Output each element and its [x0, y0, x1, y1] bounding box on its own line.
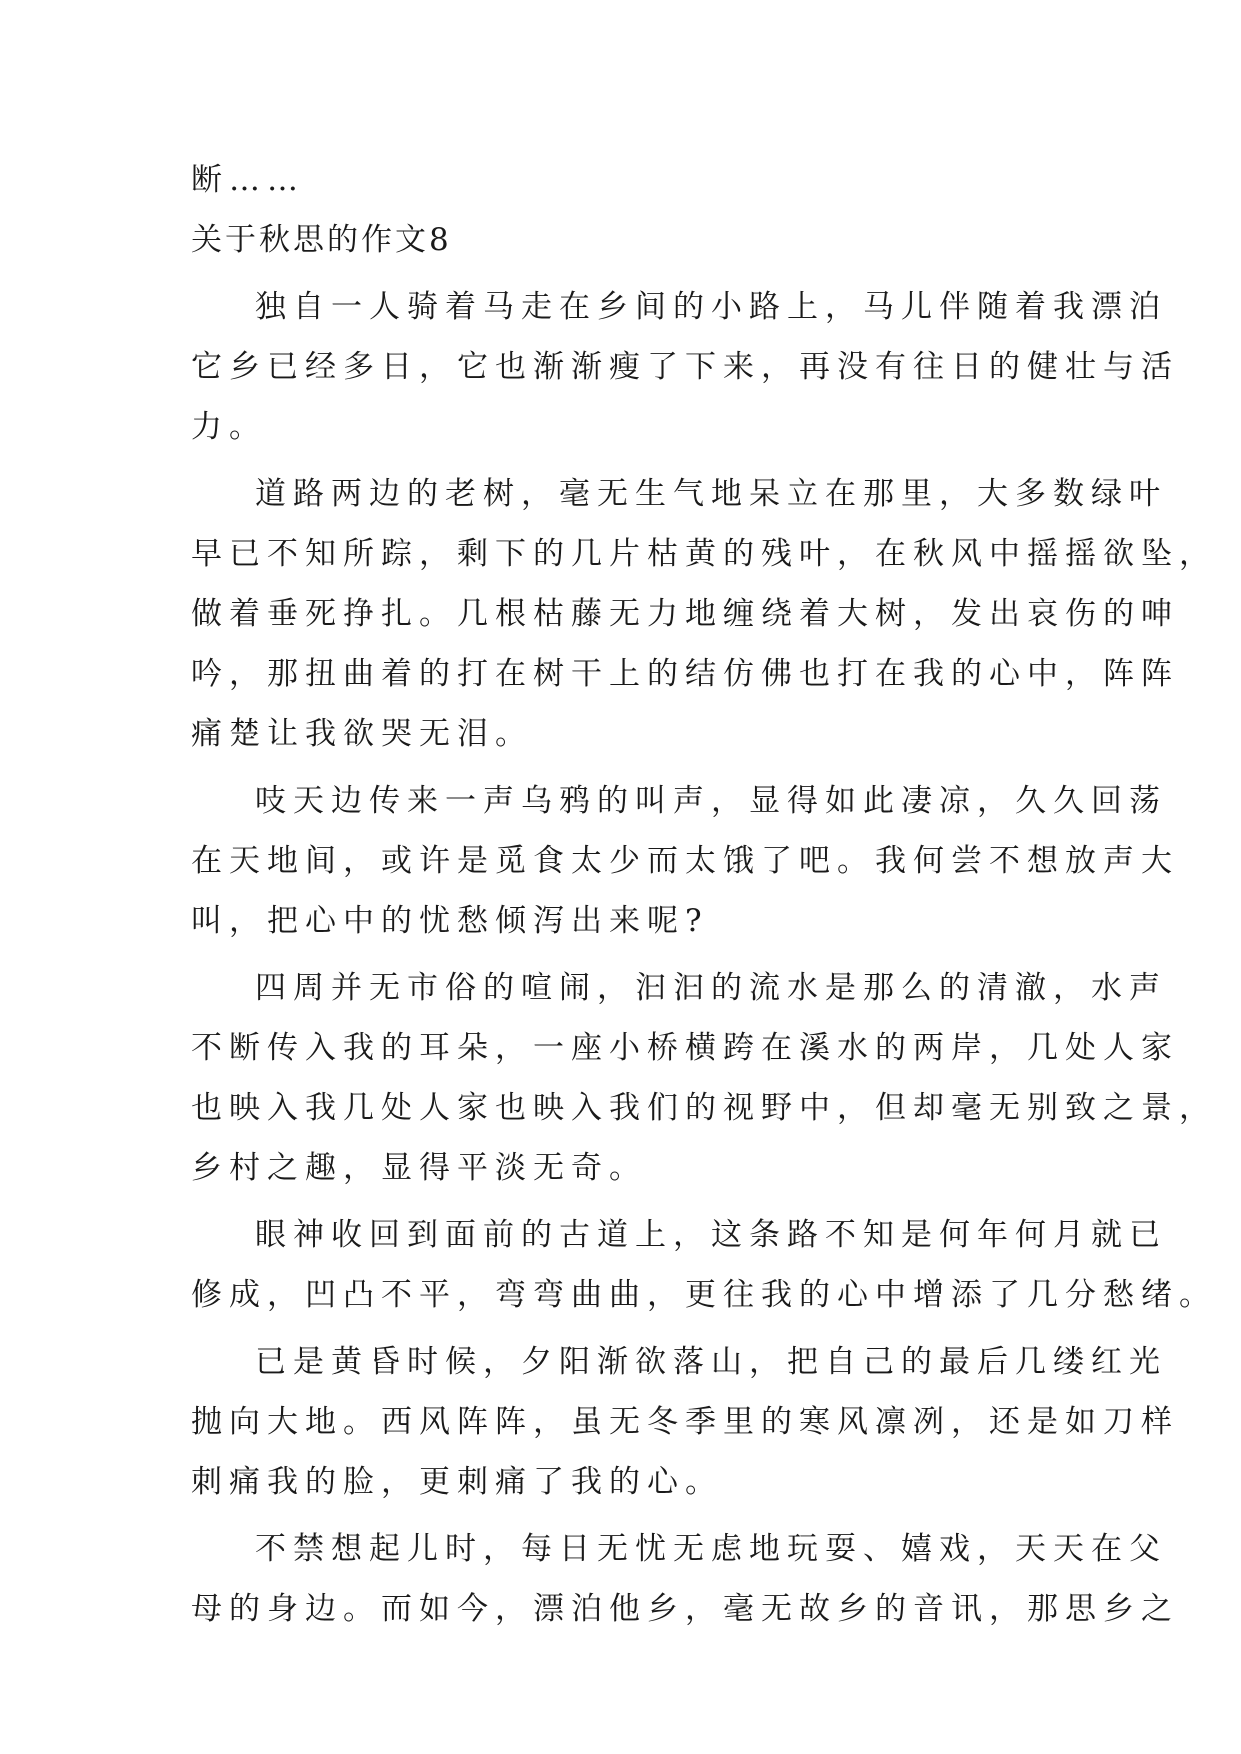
paragraph-line: 也映入我几处人家也映入我们的视野中，但却毫无别致之景， — [191, 1090, 1217, 1126]
essay-title: 关于秋思的作文8 — [191, 222, 452, 258]
paragraph-line: 叫，把心中的忧愁倾泻出来呢? — [191, 903, 709, 939]
paragraph-line: 眼神收回到面前的古道上，这条路不知是何年何月就已 — [255, 1217, 1167, 1253]
paragraph-line: 吱天边传来一声乌鸦的叫声，显得如此凄凉，久久回荡 — [255, 783, 1167, 819]
paragraph-line: 在天地间，或许是觅食太少而太饿了吧。我何尝不想放声大 — [191, 843, 1179, 879]
continuation-line: 断…… — [191, 162, 305, 198]
paragraph-line: 不断传入我的耳朵，一座小桥横跨在溪水的两岸，几处人家 — [191, 1030, 1179, 1066]
paragraph-line: 独自一人骑着马走在乡间的小路上，马儿伴随着我漂泊 — [255, 289, 1167, 325]
paragraph-line: 做着垂死挣扎。几根枯藤无力地缠绕着大树，发出哀伤的呻 — [191, 596, 1179, 632]
paragraph-line: 母的身边。而如今，漂泊他乡，毫无故乡的音讯，那思乡之 — [191, 1591, 1179, 1627]
document-page — [191, 150, 1217, 1639]
paragraph-line: 抛向大地。西风阵阵，虽无冬季里的寒风凛冽，还是如刀样 — [191, 1404, 1179, 1440]
paragraph-2 — [191, 464, 1217, 764]
paragraph-line: 四周并无市俗的喧闹，汩汩的流水是那么的清澈，水声 — [255, 970, 1167, 1006]
paragraph-line: 痛楚让我欲哭无泪。 — [191, 716, 533, 752]
paragraph-line: 道路两边的老树，毫无生气地呆立在那里，大多数绿叶 — [255, 476, 1167, 512]
paragraph-line: 早已不知所踪，剩下的几片枯黄的残叶，在秋风中摇摇欲坠， — [191, 536, 1217, 572]
paragraph-line: 不禁想起儿时，每日无忧无虑地玩耍、嬉戏，天天在父 — [255, 1531, 1167, 1567]
paragraph-line: 乡村之趣，显得平淡无奇。 — [191, 1150, 647, 1186]
paragraph-3 — [191, 771, 1179, 951]
paragraph-line: 刺痛我的脸，更刺痛了我的心。 — [191, 1464, 723, 1500]
paragraph-line: 力。 — [191, 409, 267, 445]
paragraph-7 — [191, 1519, 1179, 1639]
paragraph-line: 它乡已经多日，它也渐渐瘦了下来，再没有往日的健壮与活 — [191, 349, 1179, 385]
paragraph-6 — [191, 1332, 1179, 1512]
paragraph-1 — [191, 277, 1179, 457]
paragraph-line: 修成，凹凸不平，弯弯曲曲，更往我的心中增添了几分愁绪。 — [191, 1277, 1217, 1313]
paragraph-line: 吟，那扭曲着的打在树干上的结仿佛也打在我的心中，阵阵 — [191, 656, 1179, 692]
paragraph-4 — [191, 958, 1217, 1198]
paragraph-5 — [191, 1205, 1217, 1325]
paragraph-line: 已是黄昏时候，夕阳渐欲落山，把自己的最后几缕红光 — [255, 1344, 1167, 1380]
